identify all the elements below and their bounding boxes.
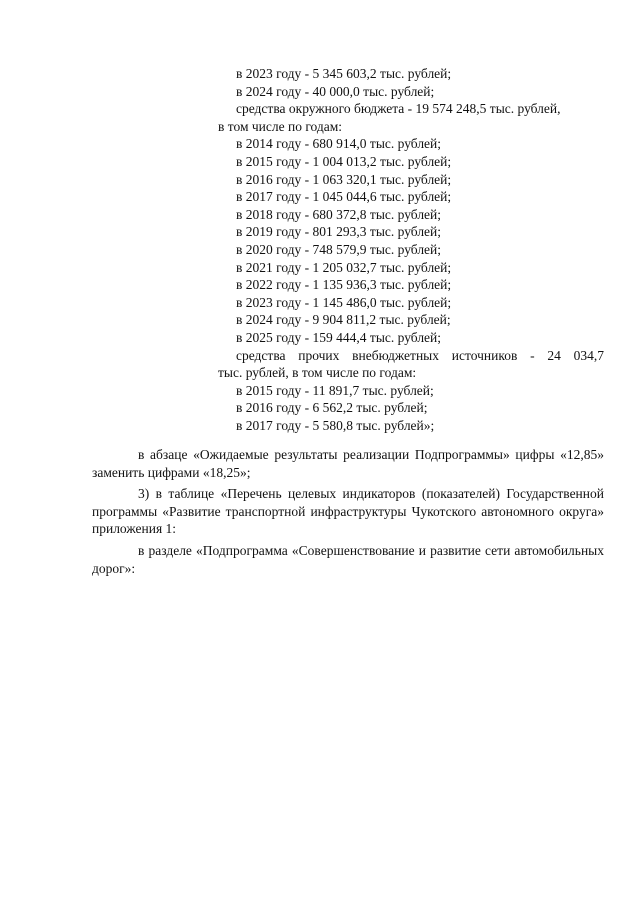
district-budget-year: в 2025 году - 159 444,4 тыс. рублей; <box>236 329 442 345</box>
other-sources-heading: средства прочих внебюджетных источников - 24 034,7 <box>236 347 604 363</box>
amendment-paragraph: в абзаце «Ожидаемые результаты реализации Подпрограммы» цифры «12,85» заменить цифрами «18,25»; <box>92 447 604 480</box>
amendment-paragraph: в разделе «Подпрограмма «Совершенствование и развитие сети автомобильных дорог»: <box>92 542 604 576</box>
other-sources-subheading: тыс. рублей, в том числе по годам: <box>218 365 417 381</box>
district-budget-subheading: в том числе по годам: <box>218 118 343 134</box>
district-budget-year: в 2022 году - 1 135 936,3 тыс. рублей; <box>236 277 452 293</box>
funding-line: в 2024 году - 40 000,0 тыс. рублей; <box>236 83 435 99</box>
district-budget-year: в 2015 году - 1 004 013,2 тыс. рублей; <box>236 153 452 169</box>
amendment-paragraph: 3) в таблице «Перечень целевых индикаторов (показателей) Государственной программы «Развитие транспортной инфраструктуры Чукотского автономного округа» приложения 1: <box>92 486 604 537</box>
district-budget-year: в 2020 году - 748 579,9 тыс. рублей; <box>236 241 442 257</box>
other-sources-year: в 2015 году - 11 891,7 тыс. рублей; <box>236 382 434 398</box>
district-budget-year: в 2014 году - 680 914,0 тыс. рублей; <box>236 136 442 152</box>
district-budget-year: в 2018 году - 680 372,8 тыс. рублей; <box>236 206 442 222</box>
district-budget-year: в 2017 году - 1 045 044,6 тыс. рублей; <box>236 189 452 205</box>
funding-line: в 2023 году - 5 345 603,2 тыс. рублей; <box>236 66 452 81</box>
district-budget-heading: средства окружного бюджета - 19 574 248,5 тыс. рублей, <box>236 101 561 117</box>
funding-block <box>218 65 604 434</box>
district-budget-year: в 2023 году - 1 145 486,0 тыс. рублей; <box>236 294 452 310</box>
amendments-block <box>92 446 604 577</box>
district-budget-year: в 2021 году - 1 205 032,7 тыс. рублей; <box>236 259 452 275</box>
other-sources-year: в 2017 году - 5 580,8 тыс. рублей»; <box>236 417 435 433</box>
district-budget-year: в 2024 году - 9 904 811,2 тыс. рублей; <box>236 312 451 328</box>
district-budget-year: в 2019 году - 801 293,3 тыс. рублей; <box>236 224 442 240</box>
district-budget-year: в 2016 году - 1 063 320,1 тыс. рублей; <box>236 171 452 187</box>
other-sources-year: в 2016 году - 6 562,2 тыс. рублей; <box>236 400 428 416</box>
